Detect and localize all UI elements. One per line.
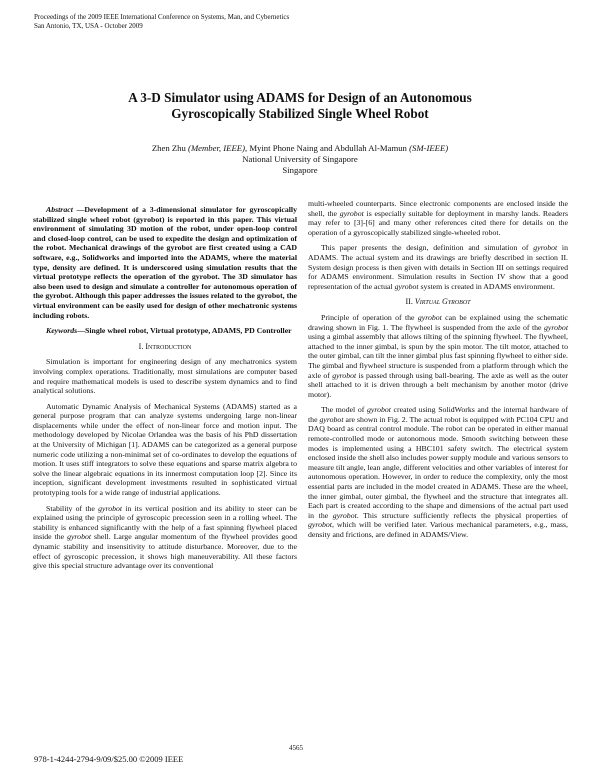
affiliation-city: Singapore <box>282 165 318 175</box>
header-line-2: San Antonio, TX, USA - October 2009 <box>34 22 143 30</box>
text-run: multi-wheeled counterparts. Since electronic components are enclosed inside the shell, the <box>308 199 568 218</box>
text-run: gyrobot <box>98 503 123 513</box>
text-run: gyrobot <box>533 243 558 253</box>
text-run: is especially suitable for deployment in marshy lands. Readers may refer to [3]-[6] and many other references cited there for details on the operation of a gyroscopically stabilized single-wheeled robot. <box>308 208 568 237</box>
title-line-2: Gyroscopically Stabilized Single Wheel Robot <box>171 106 429 121</box>
paper-title <box>60 90 540 122</box>
intro-paragraph-4 <box>308 243 568 291</box>
text-run: gyrobot <box>339 208 364 218</box>
text-run: created using SolidWorks and the internal hardware of the <box>308 405 569 424</box>
keywords-label: Keywords <box>46 326 78 336</box>
text-run: , which will be verified later. Various mechanical parameters, e.g., mass, density and frictions, are defined in ADAMS/View. <box>308 520 568 539</box>
text-run: system is created in ADAMS environment. <box>418 281 555 291</box>
text-run: This paper presents the design, definition and simulation of <box>321 243 534 253</box>
section-1-title: Introduction <box>145 341 192 351</box>
isbn-copyright: 978-1-4244-2794-9/09/$25.00 ©2009 IEEE <box>34 754 184 764</box>
abstract-text: —Development of a 3-dimensional simulator for gyroscopically stabilized single wheel robot (gyrobot) is reported in this paper. This virtual environment of simulating 3D motion of the robot, under open-loop control and closed-loop control, can be used to expedite the design and optimization of the robot. Mechanical drawings of the gyrobot are first created using a CAD software, e.g., Solidworks and imported into the ADAMS, where the material type, density are defined. It is underscored using simulation results that the virtual prototype reflects the operation of the gyrobot. The 3D simulator has also been used to design and simulate a controller for autonomous operation of the gyrobot. Although this paper addresses the issues related to the gyrobot, the virtual environment can be easily used for design of other mechatronic systems including robots. <box>33 205 297 320</box>
keywords-text: —Single wheel robot, Virtual prototype, ADAMS, PD Controller <box>77 326 292 336</box>
author-1: Zhen Zhu <box>151 143 189 153</box>
text-run: gyrobot <box>394 281 419 291</box>
section-heading-virtual-gyrobot <box>308 297 568 307</box>
text-run: Stability of the <box>46 503 99 513</box>
author-names <box>60 143 540 154</box>
title-line-1: A 3-D Simulator using ADAMS for Design of an Autonomous <box>128 90 472 105</box>
section-2-title: Virtual Gyrobot <box>414 297 471 307</box>
text-run: Principle of operation of the <box>321 312 418 322</box>
text-run: gyrobot <box>332 370 357 380</box>
author-3-membership: (SM-IEEE) <box>409 143 449 153</box>
intro-paragraph-3 <box>33 504 297 571</box>
text-run: gyrobot <box>319 414 344 424</box>
text-run: shell. Large angular momentum of the flywheel provides good dynamic stability and insensitivity to attitude disturbance. Moreover, due to the effect of gyroscopic precession, it shows high maneuverability. All these factors give this special structure advantage over its conventional <box>33 532 297 571</box>
text-run: gyrobot <box>366 405 391 415</box>
section-heading-introduction <box>33 342 297 352</box>
proceedings-header <box>34 13 289 31</box>
text-run: in ADAMS. The actual system and its drawings are briefly described in section II. System design process is then given with details in Section III on settings required for ADAMS environment. Simulation results in Section IV show that a good representation of the actual <box>308 243 568 291</box>
affiliation: National University of Singapore <box>242 154 358 164</box>
text-run: gyrobot <box>308 520 332 530</box>
intro-paragraph-2: Automatic Dynamic Analysis of Mechanical Systems (ADAMS) started as a general purpose program that can analyze systems undergoing large non-linear displacements while under the effect of non-linear force and motion input. The methodology developed by Nicolae Orlandea was the basis of his PhD dissertation at the University of Michigan [1]. ADAMS can be categorized as a general purpose numeric code utilizing a non-minimal set of co-ordinates to develop the equations of motion. It uses stiff integrators to solve these equations and sparse matrix algebra to solve the linear algebraic equations in its innermost computation loop [2]. Since its inception, significant development investments resulted in sophisticated virtual prototyping tools for a wide range of industrial applications. <box>33 401 297 498</box>
text-run: is passed through using ball-bearing. The axle as well as the outer shell attached to it is driven through a belt mechanism by another motor (drive motor). <box>308 370 568 399</box>
text-run: can be explained using the schematic drawing shown in Fig. 1. The flywheel is suspended from the axle of the <box>308 312 568 332</box>
header-line-1: Proceedings of the 2009 IEEE International Conference on Systems, Man, and Cybernetics <box>34 13 290 21</box>
abstract-label: Abstract <box>46 205 73 214</box>
text-run: using a gimbal assembly that allows tilting of the spinning flywheel. The flywheel, attached to the inner gimbal, is spun by the spin motor. The tilt motor, attached to the outer gimbal, can tilt the inner gimbal plus fast spinning flywheel to either side. The gimbal and flywheel structure is suspended from a platform through which the axle of <box>308 332 568 380</box>
text-run: The model of <box>321 405 367 415</box>
keywords <box>33 326 297 336</box>
authors-2-3: , Myint Phone Naing and Abdullah Al-Mamun <box>244 143 410 153</box>
text-run: gyrobot <box>67 532 92 542</box>
intro-paragraph-3-continued <box>308 199 568 237</box>
text-run: gyrobot <box>544 322 568 332</box>
author-block <box>60 143 540 176</box>
text-run: in its vertical position and its ability to steer can be explained using the principle of gyroscopic precession seen in a rolling wheel. The stability is enhanced significantly with the help of a fast spinning flywheel placed inside the <box>33 503 297 542</box>
abstract <box>33 205 297 320</box>
author-1-membership: (Member, IEEE) <box>188 143 245 153</box>
right-column <box>308 199 568 546</box>
text-run: . This structure sufficiently reflects the physical properties of <box>356 510 568 520</box>
text-run: gyrobot <box>332 510 357 520</box>
left-column <box>33 205 297 577</box>
page-number: 4565 <box>289 744 303 752</box>
text-run: gyrobot <box>417 312 442 322</box>
section-2-number: II. <box>405 297 415 307</box>
section2-paragraph-1 <box>308 313 568 399</box>
section-1-number: I. <box>138 341 146 351</box>
section2-paragraph-2 <box>308 405 568 539</box>
intro-paragraph-1: Simulation is important for engineering design of any mechatronics system involving complex operations. Traditionally, most simulations are computer based and require mathematical models is used to describe system dynamics and to find analytical solutions. <box>33 357 297 396</box>
text-run: are shown in Fig. 2. The actual robot is equipped with PC104 CPU and DAQ board as central control module. The robot can be operated in either manual remote-controlled mode or autonomous mode. Smooth switching between these modes is implemented using a HBC101 safety switch. The electrical system enclosed inside the shell also includes power supply module and various sensors to measure tilt angle, lean angle, different velocities and other variables of interest for autonomous operation. However, in order to reduce the complexity, only the most essential parts are included in the model created in ADAMS. These are the wheel, the inner gimbal, outer gimbal, the flywheel and the structure that integrates all. Each part is created according to the shape and dimensions of the actual part used in the <box>308 414 568 520</box>
